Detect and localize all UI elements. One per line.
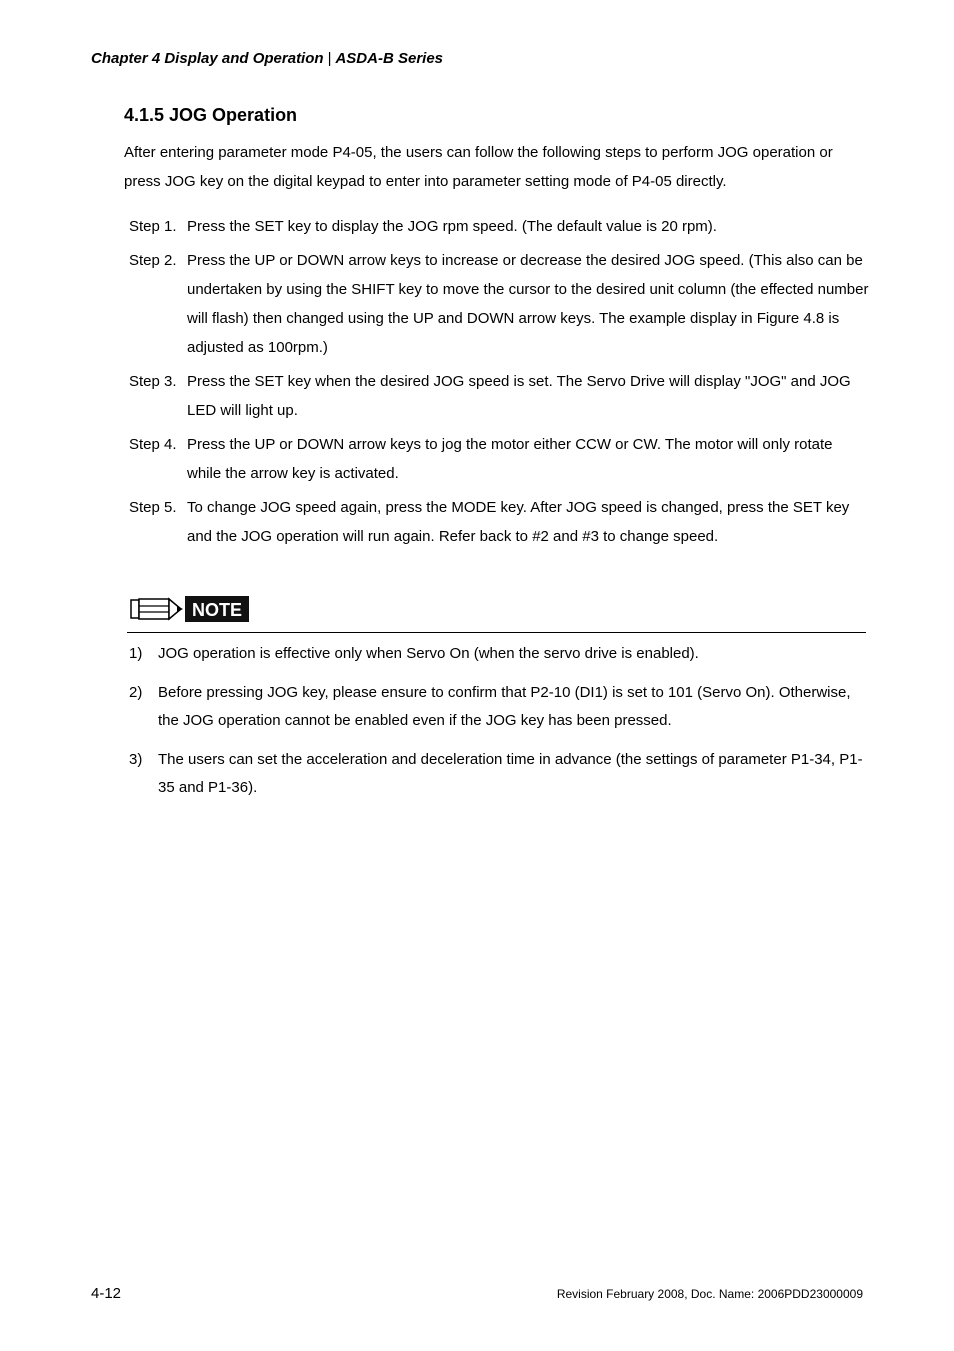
section-intro: After entering parameter mode P4-05, the users can follow the following steps to perform JOG operation or press JOG key on the digital keypad to enter into parameter setting mode of P4-05 directly. xyxy=(124,144,833,190)
step-item xyxy=(129,246,869,362)
step-list xyxy=(129,212,869,556)
header-separator: | xyxy=(327,50,332,67)
note-list xyxy=(129,640,869,813)
step-label: Step 4. xyxy=(129,436,177,453)
note-item xyxy=(129,640,869,668)
note-text: Before pressing JOG key, please ensure to confirm that P2-10 (DI1) is set to 101 (Servo On). Otherwise, the JOG operation cannot be enabled even if the JOG key has been pressed. xyxy=(158,684,851,729)
step-item xyxy=(129,212,869,241)
note-label: NOTE xyxy=(191,600,243,620)
running-header xyxy=(91,50,443,67)
section-title: 4.1.5 JOG Operation xyxy=(124,105,298,125)
step-label: Step 1. xyxy=(129,218,177,235)
step-text: To change JOG speed again, press the MODE key. After JOG speed is changed, press the SET key and the JOG operation will run again. Refer back to #2 and #3 to change speed. xyxy=(187,499,850,545)
step-label: Step 3. xyxy=(129,373,177,390)
step-item xyxy=(129,430,869,488)
step-text: Press the SET key when the desired JOG speed is set. The Servo Drive will display "JOG" and JOG LED will light up. xyxy=(187,373,851,419)
header-series: ASDA-B Series xyxy=(335,50,444,67)
note-divider xyxy=(127,632,866,633)
pencil-icon xyxy=(131,599,183,619)
note-icon xyxy=(129,594,251,624)
page-number: 4-12 xyxy=(91,1285,122,1302)
step-text: Press the SET key to display the JOG rpm speed. (The default value is 20 rpm). xyxy=(187,218,717,235)
note-number: 2) xyxy=(129,684,143,701)
header-chapter: Chapter 4 Display and Operation xyxy=(91,50,324,67)
step-item xyxy=(129,493,869,551)
note-number: 1) xyxy=(129,645,143,662)
note-text: JOG operation is effective only when Servo On (when the servo drive is enabled). xyxy=(158,645,699,662)
step-label: Step 2. xyxy=(129,252,177,269)
note-text: The users can set the acceleration and deceleration time in advance (the settings of parameter P1-34, P1-35 and P1-36). xyxy=(158,751,863,796)
step-item xyxy=(129,367,869,425)
step-text: Press the UP or DOWN arrow keys to increase or decrease the desired JOG speed. (This also can be undertaken by using the SHIFT key to move the cursor to the desired unit column (the effected number will flash) then changed using the UP and DOWN arrow keys. The example display in Figure 4.8 is adjusted as 100rpm.) xyxy=(187,252,869,356)
revision-info: Revision February 2008, Doc. Name: 2006PDD23000009 xyxy=(556,1287,863,1301)
note-item xyxy=(129,679,869,735)
step-text: Press the UP or DOWN arrow keys to jog the motor either CCW or CW. The motor will only rotate while the arrow key is activated. xyxy=(187,436,833,482)
step-label: Step 5. xyxy=(129,499,177,516)
note-item xyxy=(129,746,869,802)
note-number: 3) xyxy=(129,751,143,768)
